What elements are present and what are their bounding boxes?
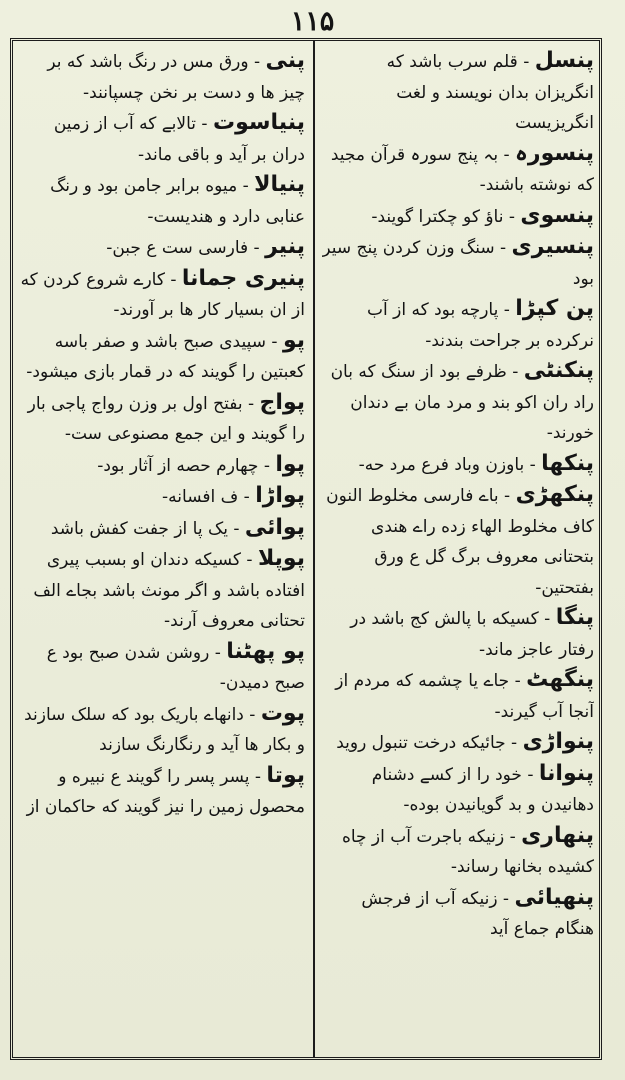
entry-pawara: پواڑا - ف افسانه- [162, 483, 305, 508]
entry-pansiri: پنسیری - سنگ وزن کردن پنج سیر بود [322, 234, 594, 289]
entry-pawaj: پواج - بفتح اول بر وزن رواج پاجی بار را گویند و این جمع مصنوعی ست- [27, 389, 305, 444]
entry-pankanti: پنکنٹی - ظرفے بود از سنگ که بان راد ران اکو بند و مرد مان بے دندان خورند- [330, 358, 594, 443]
entry-paniyasot: پنیاسوت - تالابے که آب از زمین دران بر آید و باقی ماند- [53, 110, 305, 165]
entry-pau: پو - سپیدی صبح باشد و صفر باسه کعبتین را گویند که در قمار بازی میشود- [26, 327, 305, 382]
entry-panni: پنی - ورق مس در رنگ باشد که بر چیز ها و دست بر نخن چسپانند- [47, 48, 305, 103]
entry-pankhri: پنکھڑی - باے فارسی مخلوط النون کاف مخلوط الهاء زده راے هندی بتحتانی معروف برگ گل ع ورق بفتحتین- [326, 482, 594, 598]
entry-pota: پوتا - پسر پسر را گویند ع نبیره و محصول زمین را نیز گویند که حاکمان از [26, 762, 305, 817]
entry-pan-kapra: پن کپڑا - پارچه بود که از آب نرکرده بر جراحت بندند- [367, 296, 594, 351]
entry-pencil: پنسل - قلم سرب باشد که انگریزان بدان نویسند و لغت انگریزیست [386, 48, 594, 133]
entry-panhari: پنهاری - زنیکه باجرت آب از چاه کشیده بخانها رساند- [341, 822, 594, 877]
entry-popla: پوپلا - کسیکه دندان او بسبب پیری افتاده باشد و اگر مونث باشد بجاے الف تحتانی معروف آرند- [33, 546, 305, 631]
entry-panghat: پنگھٹ - جاے یا چشمه که مردم از آنجا آب گیرند- [335, 667, 594, 722]
entry-panir: پنیر - فارسی ست ع جبن- [106, 234, 305, 259]
entry-panwana: پنوانا - خود را از کسے دشنام دهانیدن و بد گویانیدن بوده- [371, 760, 594, 815]
entry-paniyala: پنیالا - میوه برابر جامن بود و رنگ عنابی دارد و هندیست- [50, 172, 305, 227]
entry-pankha: پنکھا - باوزن وباد فرع مرد حه- [358, 450, 594, 476]
entry-pau-phatna: پو پھٹنا - روشن شدن صبح بود ع صبح دمیدن- [46, 638, 305, 693]
entry-pansura: پنسورہ - بہ پنج سورہ قرآن مجید که نوشته باشند- [330, 140, 594, 195]
entry-paniri-jamana: پنیری جمانا - کارے شروع کردن که از ان بسیار کار ها بر آورند- [20, 265, 305, 320]
entry-panwari: پنواڑی - جائیکه درخت تنبول روید [336, 729, 594, 754]
column-divider [313, 40, 315, 1058]
page-number: ۱۱۵ [290, 6, 335, 37]
left-column [20, 46, 305, 1054]
entry-pot: پوت - دانهاے باریک بود که سلک سازند و بکار ها آید و رنگارنگ سازند [24, 700, 305, 755]
entry-pawai: پوائی - یک پا از جفت کفش باشد [50, 514, 305, 540]
entry-panga: پنگا - کسیکه با پالش کج باشد در رفتار عاجز ماند- [350, 605, 594, 660]
entry-panhiyai: پنهیائی - زنیکه آب از فرجش هنگام جماع آید [361, 884, 594, 939]
right-column [322, 46, 594, 1054]
entry-pauwa: پوا - چهارم حصه از آثار بود- [97, 451, 305, 477]
entry-pansui: پنسوی - ناؤ کو چکترا گویند- [371, 202, 594, 228]
